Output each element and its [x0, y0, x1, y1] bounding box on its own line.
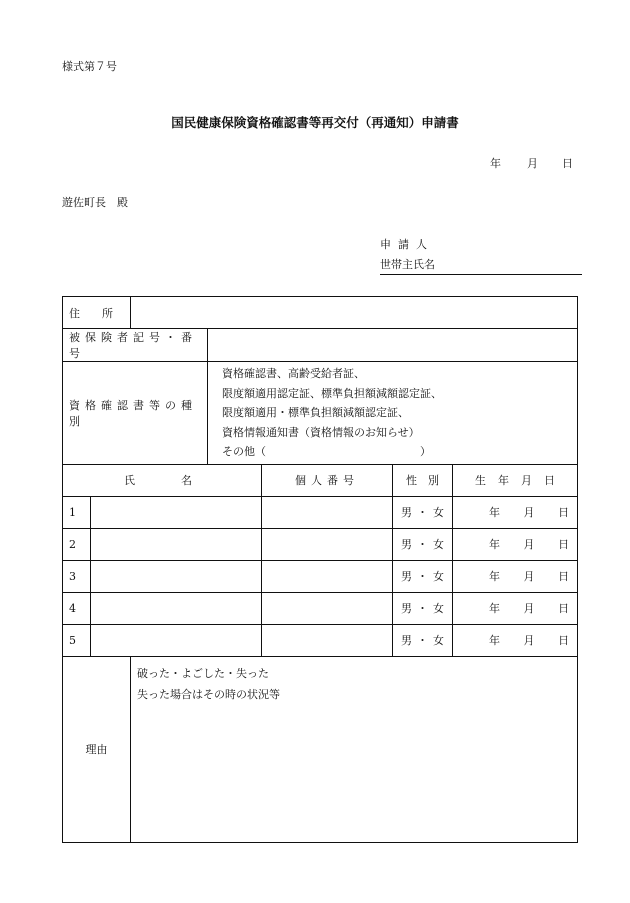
type-option: 資格確認書、高齢受給者証、: [222, 367, 365, 380]
header-sex-text: 性 別: [406, 474, 439, 487]
addressee: 遊佐町長 殿: [62, 196, 128, 209]
row-number: 1: [63, 496, 91, 528]
sex-male[interactable]: 男: [401, 602, 412, 615]
mynumber-field[interactable]: [262, 592, 393, 624]
table-row: [63, 496, 578, 528]
dob-month: 月: [523, 538, 535, 551]
table-row: [63, 592, 578, 624]
sex-field[interactable]: [393, 496, 453, 528]
row-number: 5: [63, 624, 91, 656]
header-dob: [453, 464, 578, 496]
address-label: 住 所: [63, 297, 131, 329]
type-option: 限度額適用・標準負担額減額認定証、: [222, 406, 409, 419]
householder-label: 世帯主氏名: [380, 258, 435, 271]
reason-options: 破った・よごした・失った: [137, 666, 269, 680]
dob-year: 年: [489, 570, 500, 583]
type-option: 限度額適用認定証、標準負担額減額認定証、: [222, 386, 442, 400]
mynumber-field[interactable]: [262, 560, 393, 592]
dob-month: 月: [523, 634, 535, 647]
dob-month: 月: [523, 602, 535, 615]
mynumber-field[interactable]: [262, 496, 393, 528]
header-name-text: 氏 名: [124, 474, 200, 487]
sex-female[interactable]: 女: [433, 506, 444, 519]
type-option: 資格情報通知書（資格情報のお知らせ）: [222, 425, 420, 439]
sex-male[interactable]: 男: [401, 570, 412, 583]
row-number: 4: [63, 592, 91, 624]
table-row: [63, 560, 578, 592]
insured-number-field[interactable]: [208, 329, 578, 362]
sex-field[interactable]: [393, 560, 453, 592]
sex-separator: ・: [417, 506, 428, 519]
row-number: 3: [63, 560, 91, 592]
application-form-table: [62, 296, 578, 843]
householder-name-field[interactable]: [380, 256, 582, 275]
mynumber-field[interactable]: [262, 528, 393, 560]
sex-female[interactable]: 女: [433, 634, 444, 647]
date-month-label: 月: [527, 157, 538, 170]
sex-separator: ・: [417, 538, 428, 551]
header-mynumber-text: 個人番号: [295, 474, 359, 487]
header-name: [63, 464, 262, 496]
applicant-label: 申請人: [380, 238, 434, 251]
reason-hint: 失った場合はその時の状況等: [137, 687, 280, 701]
sex-female[interactable]: 女: [433, 570, 444, 583]
sex-female[interactable]: 女: [433, 602, 444, 615]
dob-month: 月: [523, 506, 535, 519]
header-dob-text: 生年月日: [475, 474, 568, 487]
reason-field[interactable]: [131, 656, 578, 842]
sex-separator: ・: [417, 602, 428, 615]
certificate-type-label: 資格確認書等の種別: [63, 362, 208, 465]
page-title: 国民健康保険資格確認書等再交付（再通知）申請書: [171, 115, 459, 130]
dob-field[interactable]: [453, 528, 578, 560]
dob-field[interactable]: [453, 592, 578, 624]
certificate-type-options[interactable]: [208, 362, 578, 465]
sex-separator: ・: [417, 634, 428, 647]
table-row: [63, 528, 578, 560]
dob-day: 日: [558, 570, 570, 583]
sex-field[interactable]: [393, 592, 453, 624]
name-field[interactable]: [91, 496, 262, 528]
header-sex: [393, 464, 453, 496]
table-row: [63, 624, 578, 656]
name-field[interactable]: [91, 624, 262, 656]
dob-month: 月: [523, 570, 535, 583]
dob-year: 年: [489, 602, 500, 615]
dob-year: 年: [489, 506, 500, 519]
sex-male[interactable]: 男: [401, 538, 412, 551]
header-mynumber: [262, 464, 393, 496]
date-day-label: 日: [562, 157, 573, 170]
sex-male[interactable]: 男: [401, 634, 412, 647]
name-field[interactable]: [91, 592, 262, 624]
sex-male[interactable]: 男: [401, 506, 412, 519]
dob-field[interactable]: [453, 624, 578, 656]
dob-day: 日: [558, 634, 570, 647]
dob-day: 日: [558, 602, 570, 615]
sex-female[interactable]: 女: [433, 538, 444, 551]
dob-year: 年: [489, 634, 500, 647]
address-field[interactable]: [131, 297, 578, 329]
dob-field[interactable]: [453, 560, 578, 592]
sex-field[interactable]: [393, 624, 453, 656]
dob-year: 年: [489, 538, 500, 551]
type-option-other: その他（ ）: [222, 445, 431, 458]
reason-label: 理由: [63, 656, 131, 842]
date-year-label: 年: [490, 157, 501, 170]
sex-separator: ・: [417, 570, 428, 583]
dob-day: 日: [558, 538, 570, 551]
insured-number-label: 被保険者記号・番号: [63, 329, 208, 362]
dob-field[interactable]: [453, 496, 578, 528]
mynumber-field[interactable]: [262, 624, 393, 656]
name-field[interactable]: [91, 560, 262, 592]
row-number: 2: [63, 528, 91, 560]
name-field[interactable]: [91, 528, 262, 560]
form-number: 様式第７号: [62, 60, 117, 73]
dob-day: 日: [558, 506, 570, 519]
sex-field[interactable]: [393, 528, 453, 560]
